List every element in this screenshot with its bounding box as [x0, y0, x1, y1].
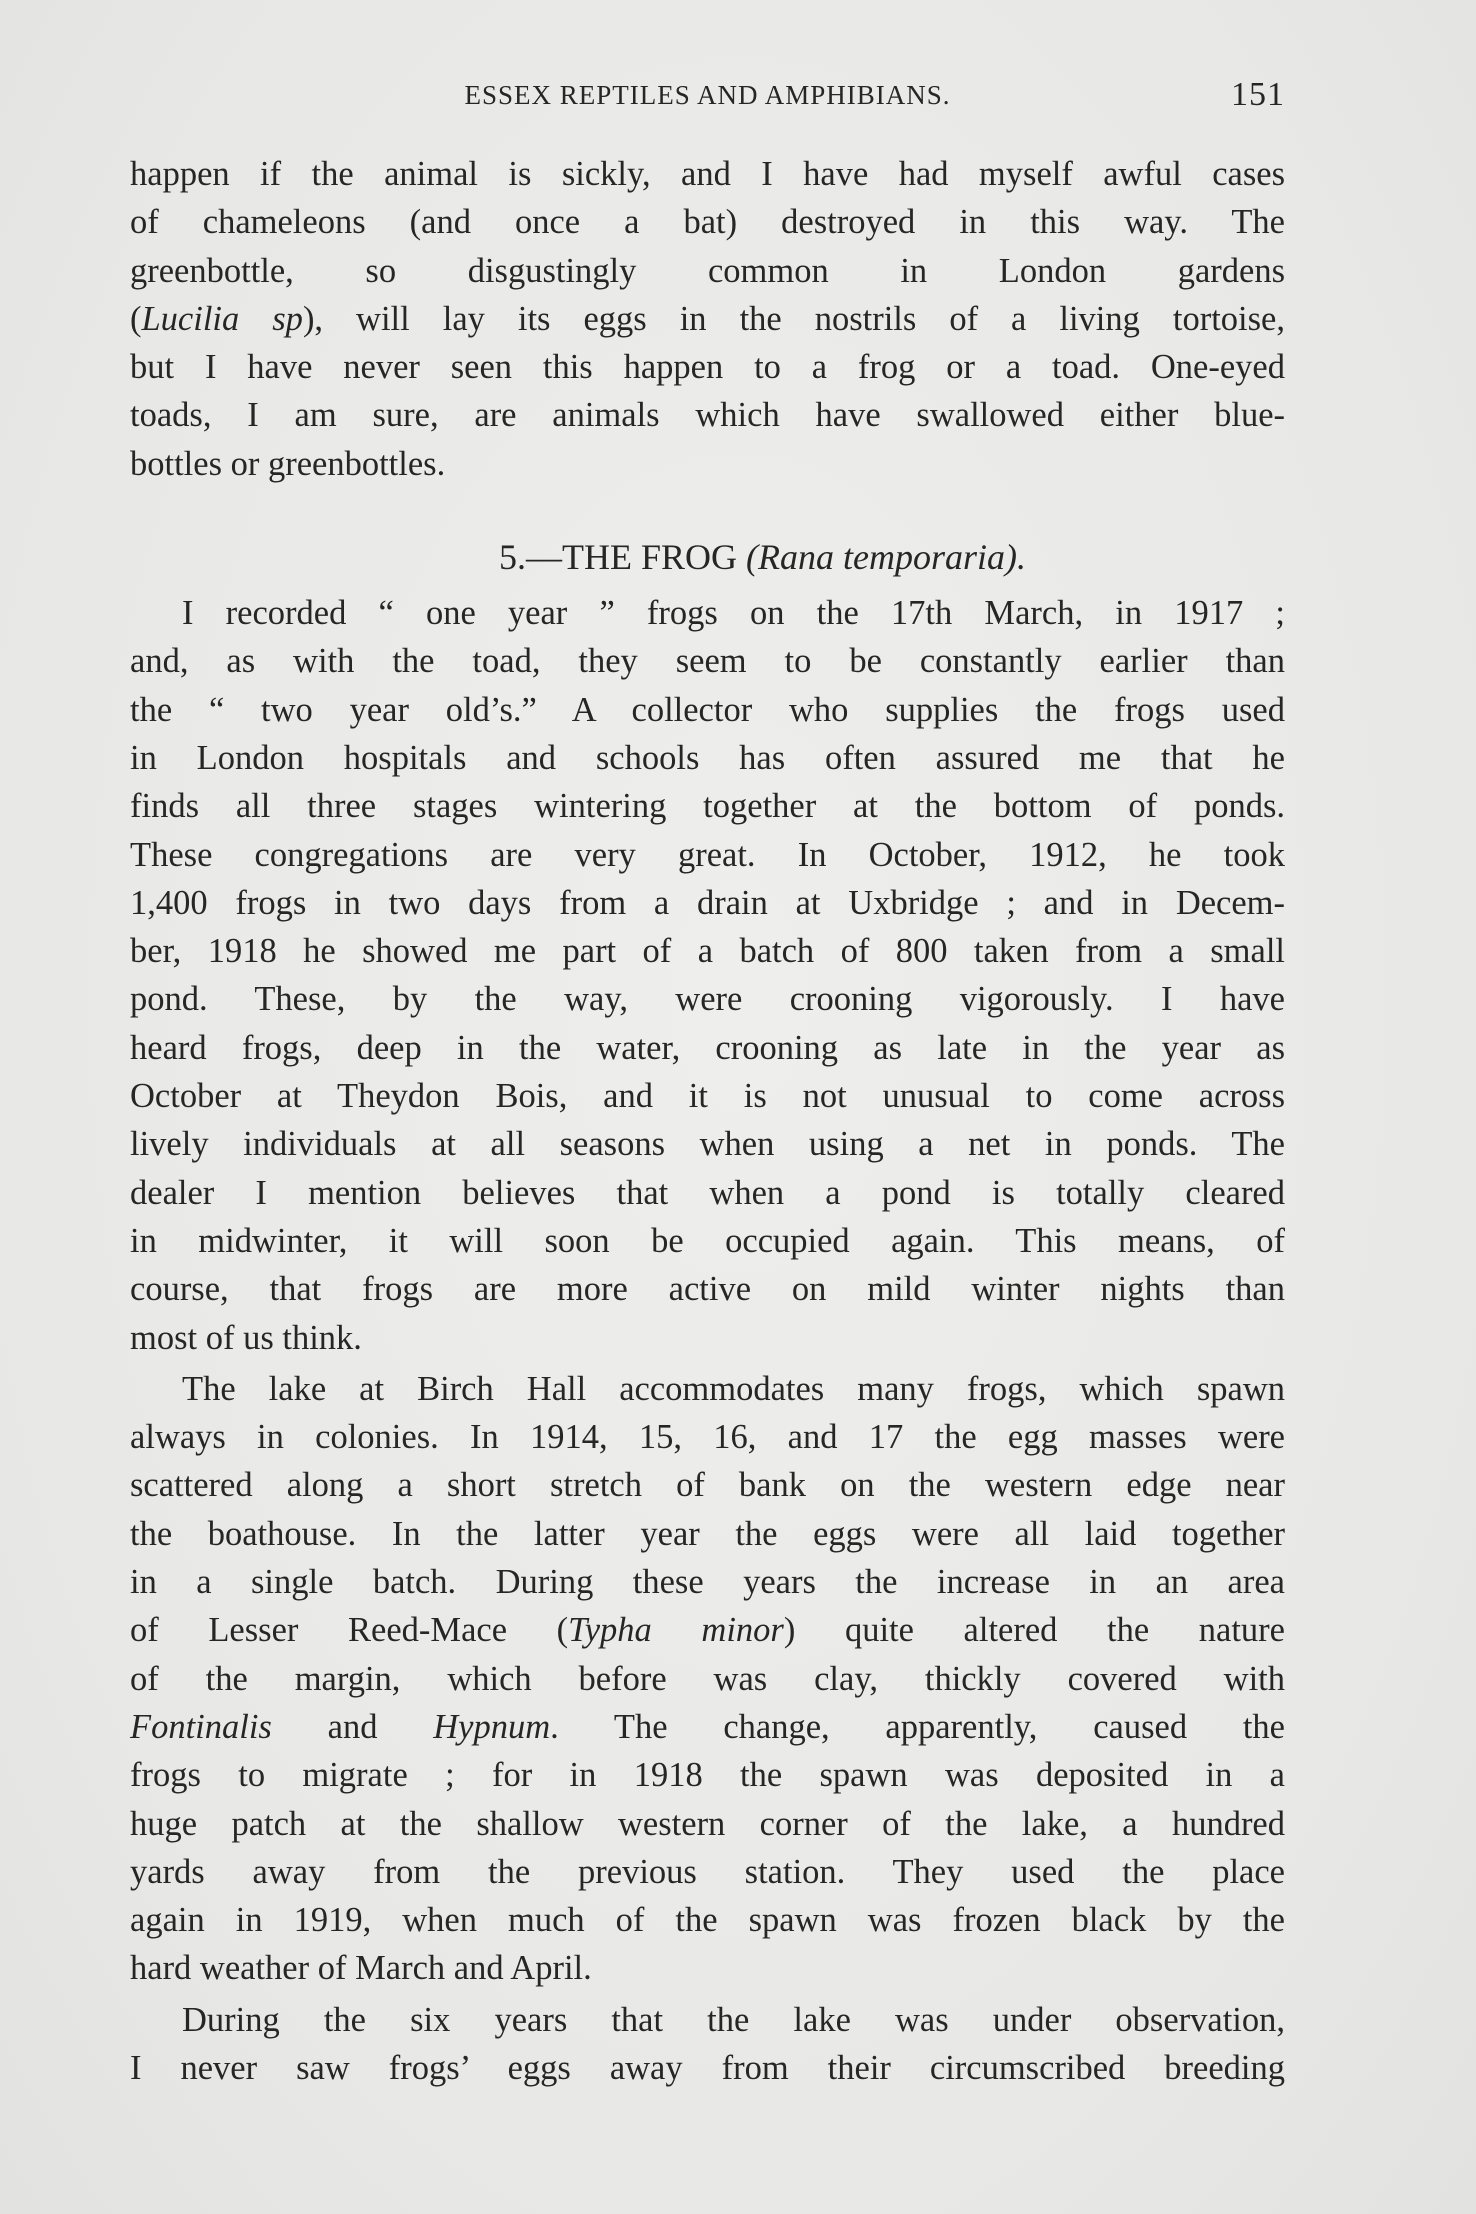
- text-line: 1,400 frogs in two days from a drain at Uxbridge ; and in Decem-: [130, 883, 1285, 922]
- paragraph-frog-records: [130, 589, 1285, 637]
- text-line: During the six years that the lake was under observation,: [182, 2000, 1285, 2039]
- text-line: happen if the animal is sickly, and I have had myself awful cases: [130, 155, 1285, 193]
- section-latin-name: (Rana temporaria).: [746, 537, 1026, 578]
- text-line: The lake at Birch Hall accommodates many frogs, which spawn: [182, 1369, 1285, 1408]
- paragraph-six-years: [130, 1996, 1285, 2044]
- text-line: but I have never seen this happen to a frog or a toad. One-eyed: [130, 348, 1285, 387]
- italic-fontinalis: Fontinalis: [130, 1707, 272, 1746]
- text-line-italic-mix: (Lucilia sp), will lay its eggs in the nostrils of a living tortoise,: [130, 299, 1285, 338]
- page-number: 151: [1231, 76, 1285, 113]
- italic-lucilia: Lucilia sp: [141, 299, 303, 338]
- text-line-italic-mix: of Lesser Reed-Mace (Typha minor) quite altered the nature: [130, 1611, 1285, 1650]
- text-line: heard frogs, deep in the water, crooning as late in the year as: [130, 1028, 1285, 1067]
- italic-typha: Typha minor: [568, 1611, 784, 1650]
- section-heading: [130, 533, 1285, 581]
- text-line: scattered along a short stretch of bank on the western edge near: [130, 1466, 1285, 1505]
- paragraph-continued: [130, 150, 1285, 488]
- text-line: I never saw frogs’ eggs away from their circumscribed breeding: [130, 2048, 1285, 2087]
- text-line: toads, I am sure, are animals which have swallowed either blue-: [130, 396, 1285, 435]
- text-line: pond. These, by the way, were crooning vigorously. I have: [130, 980, 1285, 1019]
- italic-hypnum: Hypnum: [433, 1707, 551, 1746]
- paragraph-birch-hall-cont: [130, 1413, 1285, 1993]
- section-title: —THE FROG: [526, 537, 738, 578]
- text-line: frogs to migrate ; for in 1918 the spawn was deposited in a: [130, 1756, 1285, 1795]
- text-line: of chameleons (and once a bat) destroyed in this way. The: [130, 203, 1285, 242]
- text-line: yards away from the previous station. They used the place: [130, 1852, 1285, 1891]
- text-line: ber, 1918 he showed me part of a batch of 800 taken from a small: [130, 932, 1285, 971]
- text-line: finds all three stages wintering together at the bottom of ponds.: [130, 787, 1285, 826]
- running-head: [130, 76, 1285, 116]
- text-line: and, as with the toad, they seem to be constantly earlier than: [130, 642, 1285, 681]
- paragraph-six-years-cont: [130, 2044, 1285, 2092]
- text-line: course, that frogs are more active on mild winter nights than: [130, 1270, 1285, 1309]
- text-line: most of us think.: [130, 1318, 362, 1357]
- text-line: greenbottle, so disgustingly common in London gardens: [130, 251, 1285, 290]
- text-line: hard weather of March and April.: [130, 1949, 592, 1988]
- text-line: the “ two year old’s.” A collector who supplies the frogs used: [130, 690, 1285, 729]
- text-line: bottles or greenbottles.: [130, 444, 446, 483]
- text-line-italic-mix: Fontinalis and Hypnum. The change, apparently, caused the: [130, 1707, 1285, 1746]
- paragraph-birch-hall: [130, 1365, 1285, 1413]
- text-block: [130, 150, 1285, 2092]
- text-line: I recorded “ one year ” frogs on the 17th March, in 1917 ;: [182, 594, 1285, 633]
- running-title: ESSEX REPTILES AND AMPHIBIANS.: [464, 80, 951, 110]
- section-number: 5.: [499, 537, 526, 578]
- text-line: always in colonies. In 1914, 15, 16, and 17 the egg masses were: [130, 1418, 1285, 1457]
- text-line: again in 1919, when much of the spawn was frozen black by the: [130, 1901, 1285, 1940]
- text-line: huge patch at the shallow western corner of the lake, a hundred: [130, 1804, 1285, 1843]
- text-line: of the margin, which before was clay, thickly covered with: [130, 1659, 1285, 1698]
- text-line: dealer I mention believes that when a pond is totally cleared: [130, 1173, 1285, 1212]
- text-line: These congregations are very great. In October, 1912, he took: [130, 835, 1285, 874]
- text-line: lively individuals at all seasons when using a net in ponds. The: [130, 1125, 1285, 1164]
- text-line: in midwinter, it will soon be occupied again. This means, of: [130, 1221, 1285, 1260]
- text-line: in London hospitals and schools has often assured me that he: [130, 738, 1285, 777]
- paragraph-frog-records-cont: [130, 637, 1285, 1361]
- text-line: the boathouse. In the latter year the eggs were all laid together: [130, 1514, 1285, 1553]
- text-line: in a single batch. During these years the increase in an area: [130, 1563, 1285, 1602]
- text-line: October at Theydon Bois, and it is not unusual to come across: [130, 1077, 1285, 1116]
